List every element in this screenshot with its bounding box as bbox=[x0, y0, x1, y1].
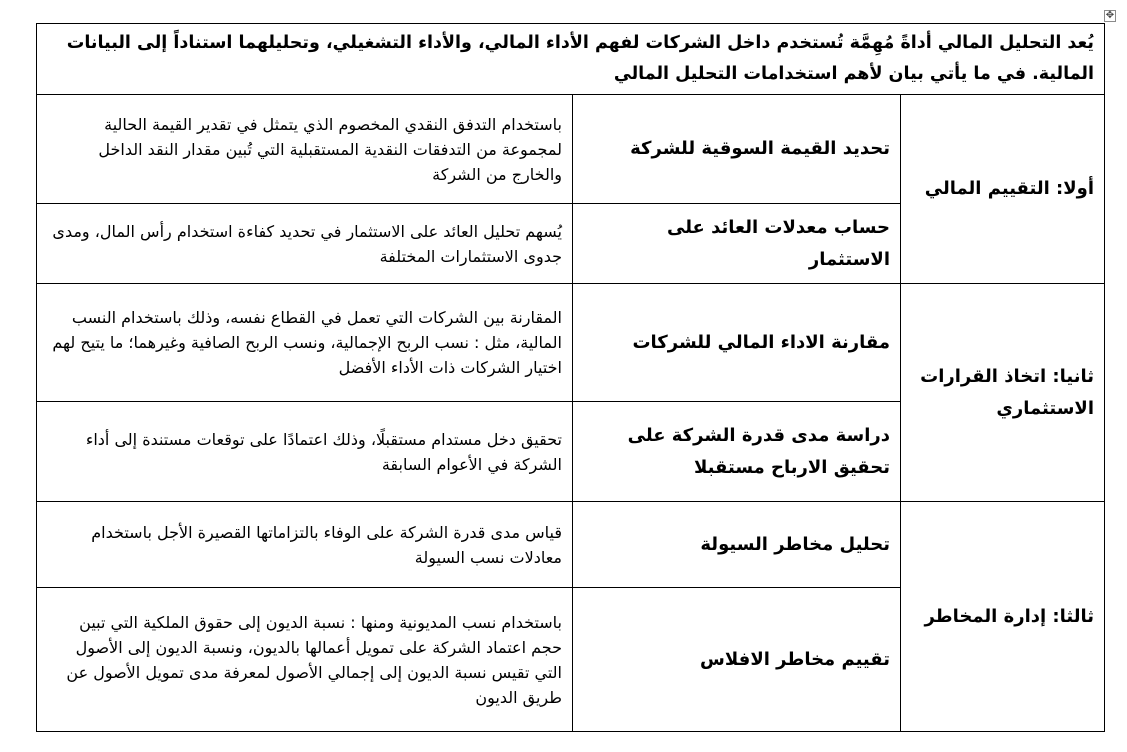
description-cell: باستخدام التدفق النقدي المخصوم الذي يتمثل في تقدير القيمة الحالية لمجموعة من التدفقات النقدية المستقبلية التي تُبين مقدار النقد الداخل والخارج من الشركة bbox=[37, 95, 573, 204]
description-cell: باستخدام نسب المديونية ومنها : نسبة الديون إلى حقوق الملكية التي تبين حجم اعتماد الشركة على تمويل أعمالها بالديون، ونسبة الديون إلى الأصول التي تقيس نسبة الديون إلى إجمالي الأصول لمعرفة مدى تمويل الأصول عن طريق الديون bbox=[37, 588, 573, 732]
description-cell: يُسهم تحليل العائد على الاستثمار في تحديد كفاءة استخدام رأس المال، ومدى جدوى الاستثمارات المختلفة bbox=[37, 204, 573, 284]
use-cell: تحليل مخاطر السيولة bbox=[573, 502, 901, 588]
table-row bbox=[37, 284, 1105, 402]
category-cell-financial-valuation: أولا: التقييم المالي bbox=[901, 95, 1105, 284]
use-cell: مقارنة الاداء المالي للشركات bbox=[573, 284, 901, 402]
intro-row bbox=[37, 24, 1105, 95]
category-cell-risk-management: ثالثا: إدارة المخاطر bbox=[901, 502, 1105, 732]
use-cell: تحديد القيمة السوقية للشركة bbox=[573, 95, 901, 204]
table-row bbox=[37, 502, 1105, 588]
use-cell: حساب معدلات العائد على الاستثمار bbox=[573, 204, 901, 284]
intro-paragraph: يُعد التحليل المالي أداةً مُهِمَّة تُستخدم داخل الشركات لفهم الأداء المالي، والأداء التشغيلي، وتحليلهما استناداً إلى البيانات المالية. في ما يأتي بيان لأهم استخدامات التحليل المالي bbox=[37, 24, 1105, 95]
use-cell: تقييم مخاطر الافلاس bbox=[573, 588, 901, 732]
description-cell: قياس مدى قدرة الشركة على الوفاء بالتزاماتها القصيرة الأجل باستخدام معادلات نسب السيولة bbox=[37, 502, 573, 588]
table-row bbox=[37, 95, 1105, 204]
description-cell: تحقيق دخل مستدام مستقبلًا، وذلك اعتمادًا على توقعات مستندة إلى أداء الشركة في الأعوام السابقة bbox=[37, 402, 573, 502]
description-cell: المقارنة بين الشركات التي تعمل في القطاع نفسه، وذلك باستخدام النسب المالية، مثل : نسب الربح الإجمالية، ونسب الربح الصافية وغيرهما؛ ما يتيح لهم اختيار الشركات ذات الأداء الأفضل bbox=[37, 284, 573, 402]
financial-analysis-table bbox=[36, 23, 1105, 732]
use-cell: دراسة مدى قدرة الشركة على تحقيق الارباح مستقبلا bbox=[573, 402, 901, 502]
category-cell-investment-decisions: ثانيا: اتخاذ القرارات الاستثماري bbox=[901, 284, 1105, 502]
table-move-handle-icon[interactable]: ✥ bbox=[1105, 10, 1115, 21]
